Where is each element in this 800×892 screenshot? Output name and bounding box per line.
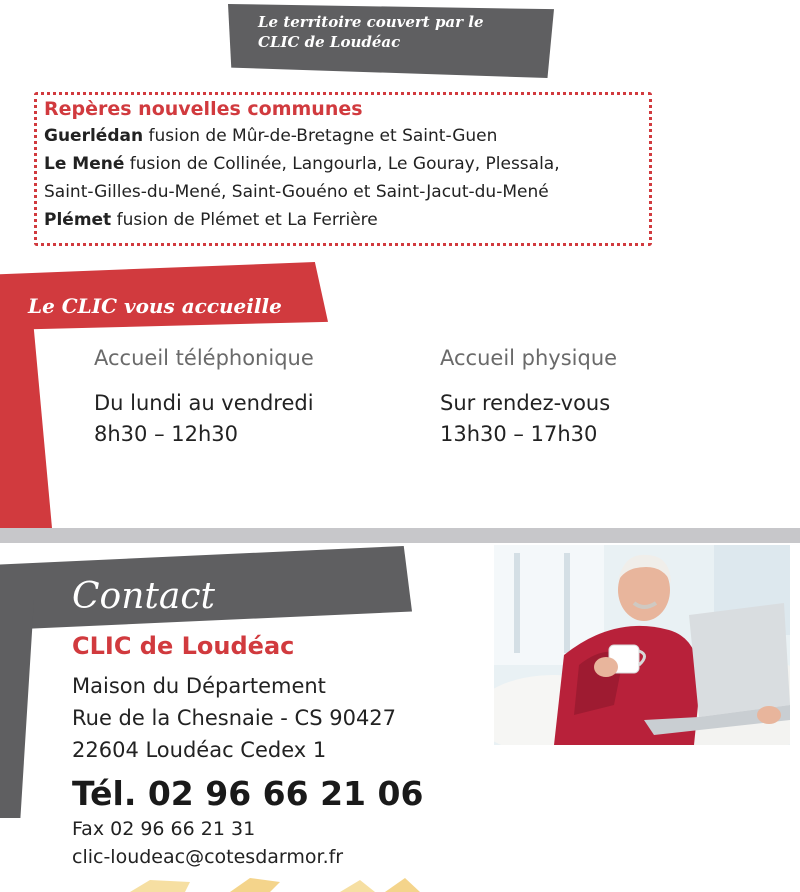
commune-line — [44, 210, 378, 230]
phone-time: 8h30 – 12h30 — [94, 422, 238, 446]
commune-text: Saint-Gilles-du-Mené, Saint-Gouéno et Saint-Jacut-du-Mené — [44, 182, 549, 202]
commune-name: Le Mené — [44, 154, 125, 174]
address-line: 22604 Loudéac Cedex 1 — [72, 738, 327, 762]
commune-text: fusion de Mûr-de-Bretagne et Saint-Guen — [143, 126, 498, 146]
territory-banner-line1: Le territoire couvert par le — [258, 13, 484, 31]
senior-photo-illustration — [494, 545, 790, 745]
contact-phone[interactable]: Tél. 02 96 66 21 06 — [72, 774, 424, 813]
commune-text: fusion de Plémet et La Ferrière — [111, 210, 378, 230]
physical-days: Sur rendez-vous — [440, 391, 611, 415]
contact-title: Contact — [72, 576, 215, 617]
physical-time: 13h30 – 17h30 — [440, 422, 598, 446]
welcome-side-bar — [0, 300, 52, 528]
welcome-banner-text: Le CLIC vous accueille — [28, 294, 282, 318]
physical-heading: Accueil physique — [440, 346, 618, 370]
section-divider — [0, 528, 800, 543]
contact-fax: Fax 02 96 66 21 31 — [72, 818, 256, 840]
communes-title: Repères nouvelles communes — [44, 98, 363, 120]
address-line: Maison du Département — [72, 674, 326, 698]
commune-name: Guerlédan — [44, 126, 144, 146]
senior-with-laptop-image — [494, 545, 790, 745]
address-line: Rue de la Chesnaie - CS 90427 — [72, 706, 397, 730]
phone-days: Du lundi au vendredi — [94, 391, 314, 415]
territory-banner-text — [258, 12, 538, 52]
contact-email[interactable]: clic-loudeac@cotesdarmor.fr — [72, 846, 344, 868]
contact-side-bar — [0, 600, 34, 818]
commune-line — [44, 126, 497, 146]
commune-line — [44, 154, 560, 174]
commune-name: Plémet — [44, 210, 112, 230]
decorative-fragments — [130, 872, 430, 892]
contact-org-name: CLIC de Loudéac — [72, 632, 295, 660]
commune-text: fusion de Collinée, Langourla, Le Gouray, Plessala, — [124, 154, 560, 174]
physical-hours — [440, 388, 610, 450]
territory-banner-line2: CLIC de Loudéac — [258, 33, 401, 51]
phone-heading: Accueil téléphonique — [94, 346, 314, 370]
commune-line — [44, 182, 549, 202]
phone-hours — [94, 388, 314, 450]
